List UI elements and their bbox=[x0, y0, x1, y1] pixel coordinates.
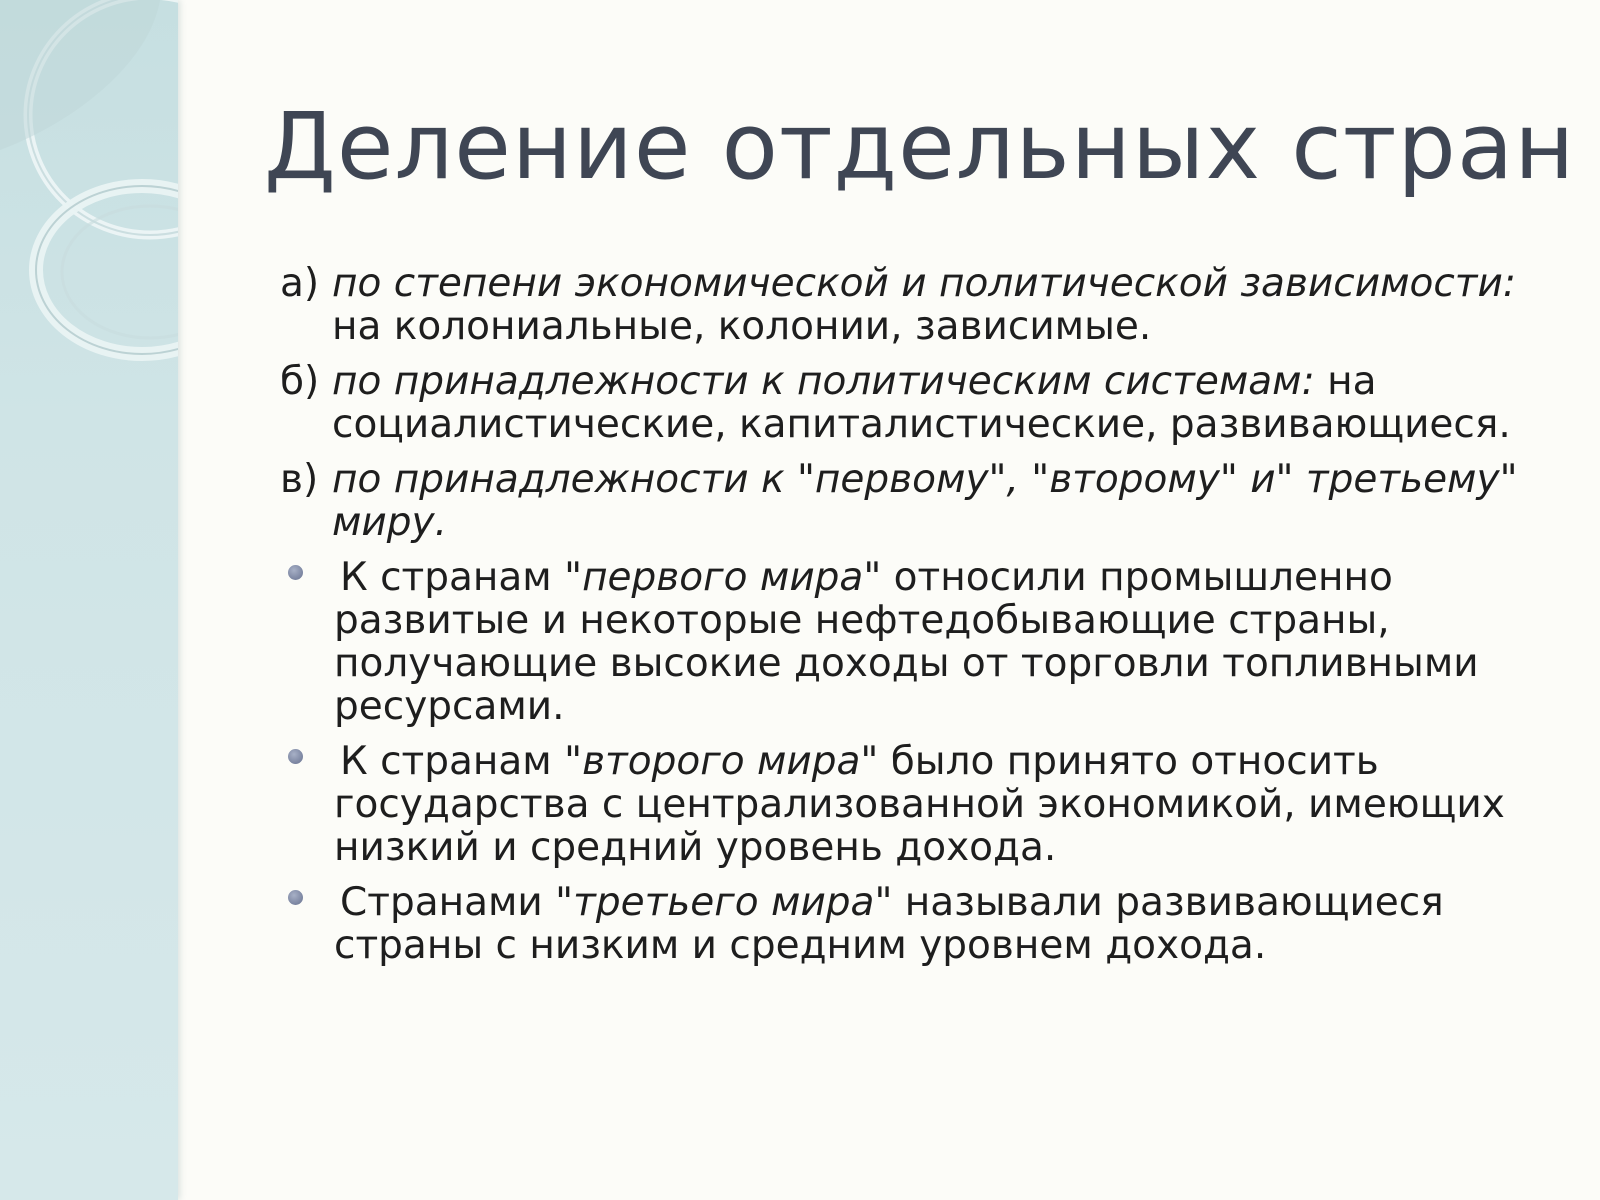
bullet-lead-text: К странам bbox=[340, 555, 565, 600]
slide-content bbox=[280, 262, 1540, 979]
bullet-italic-text: "второго мира" bbox=[564, 739, 879, 784]
item-text: на колониальные, колонии, зависимые. bbox=[332, 304, 1152, 349]
bullet-text: было принято относить государства с централизованной экономикой, имеющих низкий и средний уровень дохода. bbox=[334, 739, 1505, 870]
decorative-rings-graphic bbox=[0, 0, 178, 1200]
list-item bbox=[280, 262, 1540, 348]
bullet-italic-text: "третьего мира" bbox=[555, 880, 893, 925]
bullet-item bbox=[280, 556, 1540, 728]
bullet-item bbox=[280, 740, 1540, 869]
bullet-dot-icon bbox=[288, 890, 303, 905]
decorative-side-panel bbox=[0, 0, 178, 1200]
list-item bbox=[280, 360, 1540, 446]
bullet-text: называли развивающиеся страны с низким и средним уровнем дохода. bbox=[334, 880, 1444, 968]
item-text: на социалистические, капиталистические, развивающиеся. bbox=[332, 359, 1511, 447]
bullet-text: относили промышленно развитые и некоторые нефтедобывающие страны, получающие высокие доходы от торговли топливными ресурсами. bbox=[334, 555, 1479, 729]
bullet-dot-icon bbox=[288, 565, 303, 580]
item-italic-text: по принадлежности к "первому", "второму" и" третьему" миру. bbox=[332, 457, 1518, 545]
slide-title: Деление отдельных стран bbox=[264, 93, 1576, 200]
list-marker: а) bbox=[280, 261, 320, 306]
list-marker: б) bbox=[280, 359, 320, 404]
item-italic-text: по степени экономической и политической зависимости: bbox=[332, 261, 1516, 306]
bullet-item bbox=[280, 881, 1540, 967]
bullet-lead-text: Странами bbox=[340, 880, 556, 925]
item-italic-text: по принадлежности к политическим системам: bbox=[332, 359, 1315, 404]
bullet-lead-text: К странам bbox=[340, 739, 565, 784]
list-item bbox=[280, 458, 1540, 544]
bullet-dot-icon bbox=[288, 749, 303, 764]
bullet-italic-text: "первого мира" bbox=[564, 555, 882, 600]
list-marker: в) bbox=[280, 457, 319, 502]
